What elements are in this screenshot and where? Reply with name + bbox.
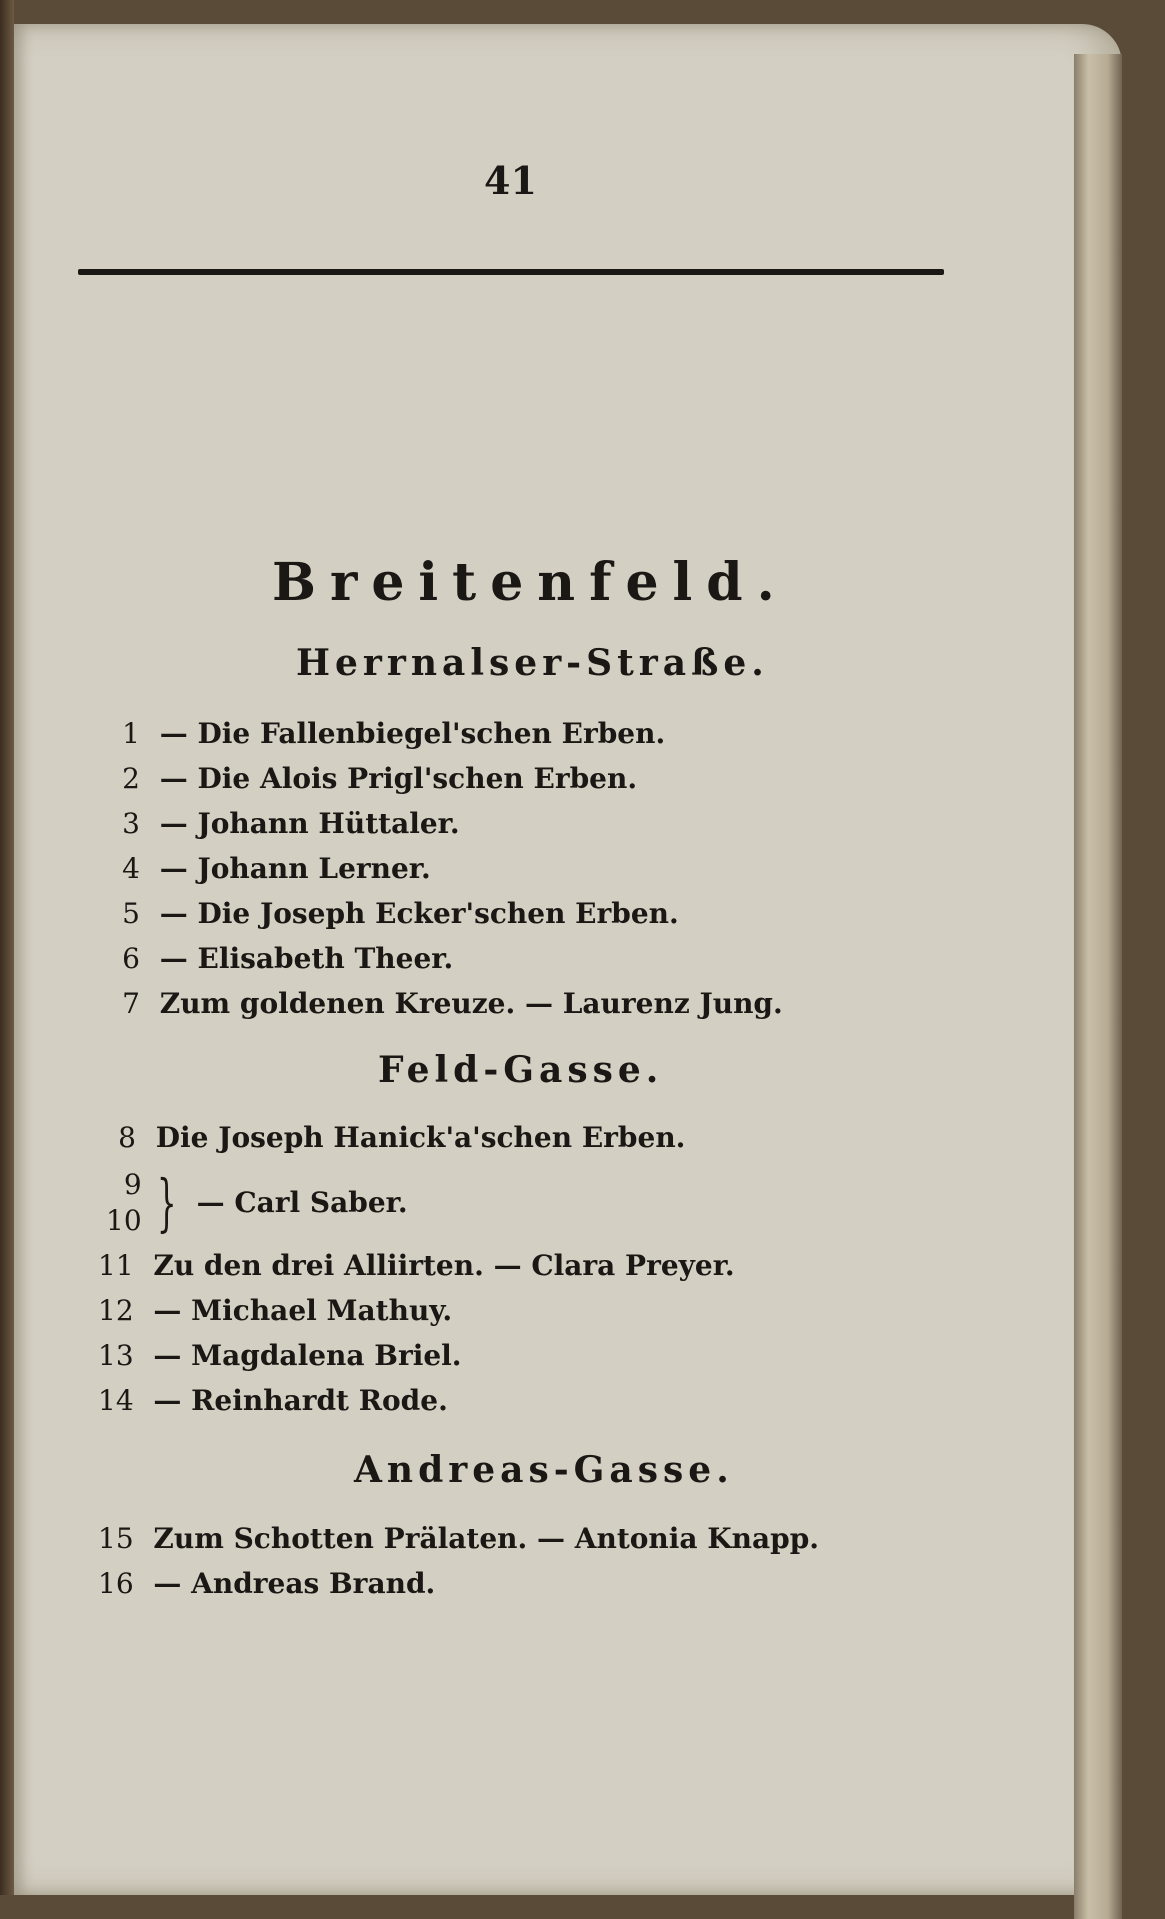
house-number: 12 xyxy=(98,1294,134,1327)
house-number-group xyxy=(106,1167,142,1239)
list-item xyxy=(112,942,453,975)
list-item xyxy=(112,807,460,840)
entry-text: — Andreas Brand. xyxy=(153,1567,436,1600)
street-heading-feld: Feld-Gasse. xyxy=(378,1049,664,1091)
list-item-braced xyxy=(106,1166,408,1239)
house-number: 14 xyxy=(98,1384,134,1417)
list-item xyxy=(108,1121,685,1154)
district-title: Breitenfeld. xyxy=(272,552,789,613)
street-heading-herrnalser: Herrnalser-Straße. xyxy=(296,642,769,684)
list-item xyxy=(98,1522,819,1555)
entry-text: — Michael Mathuy. xyxy=(153,1294,453,1327)
entry-text: Die Joseph Hanick'a'schen Erben. xyxy=(155,1121,686,1154)
entry-text: — Magdalena Briel. xyxy=(153,1339,462,1372)
list-item xyxy=(98,1294,452,1327)
entry-text: Zu den drei Alliirten. — Clara Preyer. xyxy=(153,1249,735,1282)
street-heading-andreas: Andreas-Gasse. xyxy=(354,1449,734,1491)
entry-text: — Die Alois Prigl'schen Erben. xyxy=(159,762,638,795)
list-item xyxy=(98,1567,435,1600)
list-item xyxy=(112,717,665,750)
entry-text: Zum goldenen Kreuze. — Laurenz Jung. xyxy=(159,987,783,1020)
house-number: 8 xyxy=(118,1121,136,1154)
list-item xyxy=(112,897,679,930)
list-item xyxy=(112,987,783,1020)
house-number: 5 xyxy=(122,897,140,930)
book-page xyxy=(14,24,1122,1895)
list-item xyxy=(112,852,431,885)
header-rule xyxy=(78,269,944,275)
entry-text: — Carl Saber. xyxy=(196,1186,408,1219)
entry-text: — Reinhardt Rode. xyxy=(153,1384,448,1417)
entry-text: — Die Fallenbiegel'schen Erben. xyxy=(159,717,666,750)
house-number: 7 xyxy=(122,987,140,1020)
list-item xyxy=(112,762,637,795)
house-number: 4 xyxy=(122,852,140,885)
entry-text: — Die Joseph Ecker'schen Erben. xyxy=(159,897,679,930)
house-number: 3 xyxy=(122,807,140,840)
house-number: 2 xyxy=(122,762,140,795)
entry-text: — Elisabeth Theer. xyxy=(159,942,454,975)
page-stack-edge xyxy=(1074,54,1122,1919)
curly-brace: } xyxy=(157,1166,177,1239)
entry-text: — Johann Lerner. xyxy=(159,852,431,885)
list-item xyxy=(98,1249,735,1282)
book-spine-edge xyxy=(0,0,14,1895)
house-number: 13 xyxy=(98,1339,134,1372)
house-number: 9 xyxy=(123,1167,142,1201)
house-number: 10 xyxy=(106,1203,142,1237)
house-number: 15 xyxy=(98,1522,134,1555)
entry-text: Zum Schotten Prälaten. — Antonia Knapp. xyxy=(153,1522,820,1555)
house-number: 1 xyxy=(122,717,140,750)
page-number: 41 xyxy=(484,158,537,203)
list-item xyxy=(98,1339,462,1372)
house-number: 11 xyxy=(98,1249,134,1282)
entry-text: — Johann Hüttaler. xyxy=(159,807,460,840)
house-number: 16 xyxy=(98,1567,134,1600)
list-item xyxy=(98,1384,448,1417)
house-number: 6 xyxy=(122,942,140,975)
